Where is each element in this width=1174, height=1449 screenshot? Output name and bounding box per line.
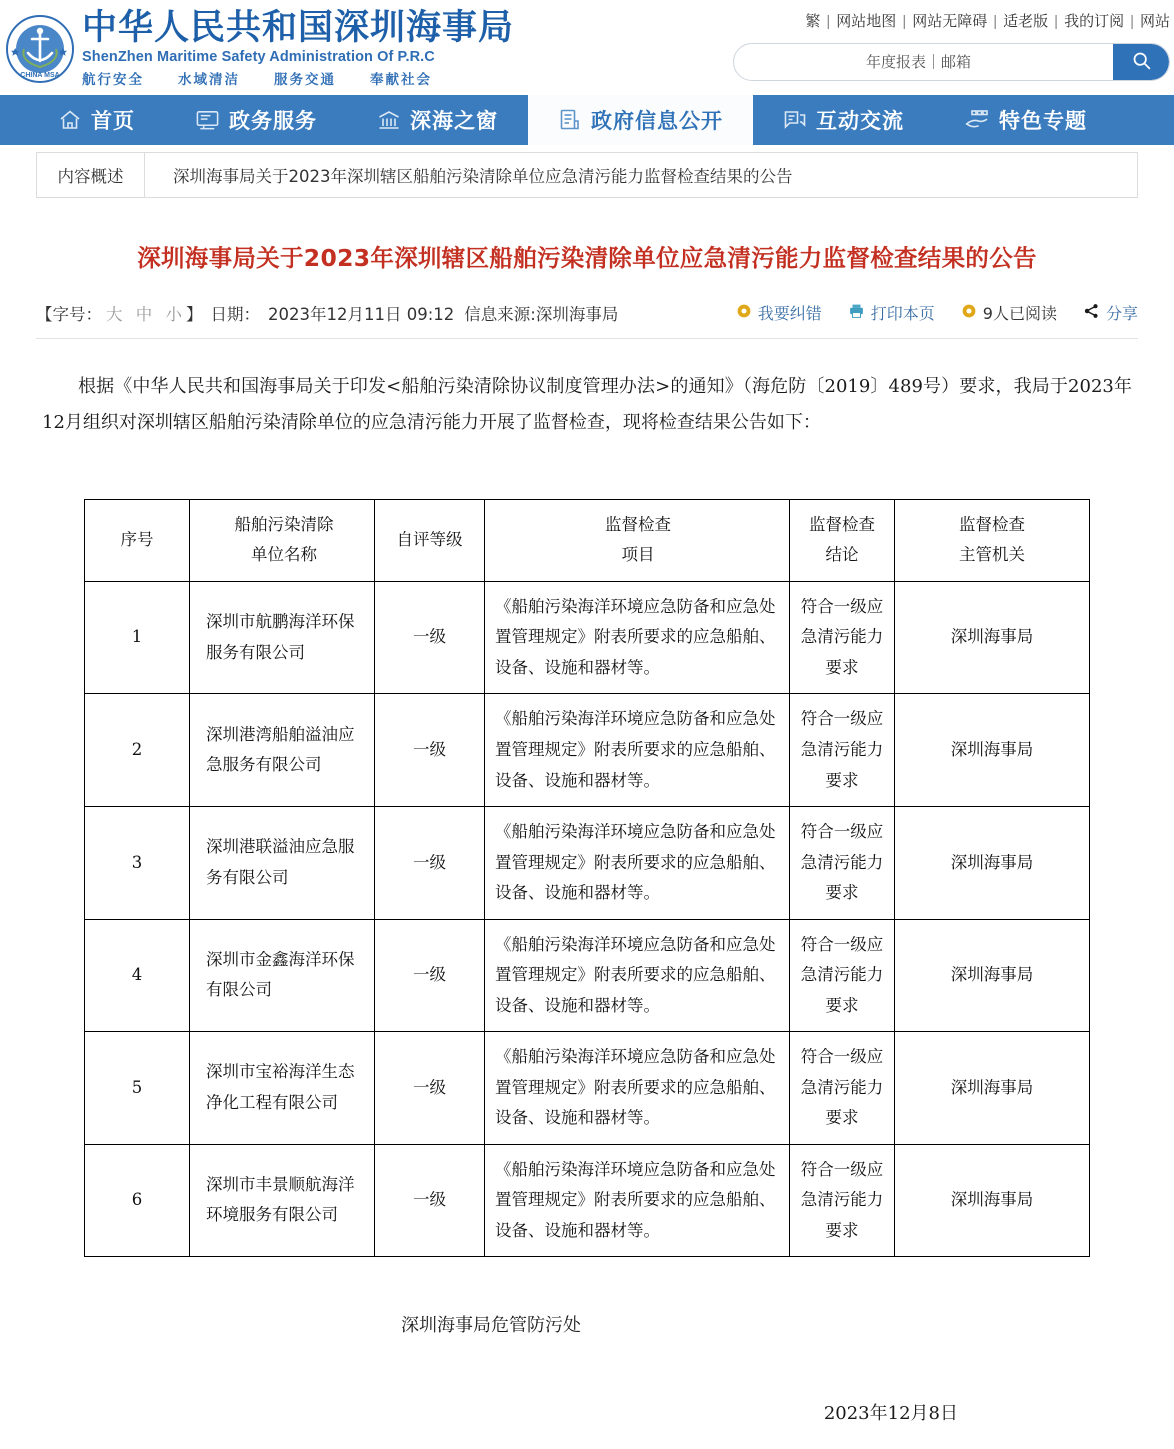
- cell-unit-name: 深圳市宝裕海洋生态净化工程有限公司: [190, 1032, 375, 1145]
- date-label: 日期：: [210, 304, 260, 324]
- fontsize-label: 【字号：: [36, 304, 102, 324]
- source-value: 深圳海事局: [535, 304, 619, 324]
- table-row: [85, 807, 1090, 920]
- monitor-icon: [195, 108, 220, 132]
- header-utilities: [733, 14, 1170, 81]
- cell-authority: 深圳海事局: [895, 581, 1090, 694]
- util-separator: |: [1130, 13, 1134, 30]
- search-input[interactable]: [734, 44, 1113, 80]
- table-row: [85, 694, 1090, 807]
- report-error-button[interactable]: [736, 301, 822, 324]
- table-row: [85, 919, 1090, 1032]
- slogan-3: 奉献社会: [370, 71, 432, 87]
- svg-text:CHINA MSA: CHINA MSA: [20, 71, 60, 79]
- cell-authority: 深圳海事局: [895, 919, 1090, 1032]
- nav-item-home[interactable]: [28, 95, 165, 145]
- cell-unit-name: 深圳市丰景顺航海洋环境服务有限公司: [190, 1144, 375, 1257]
- search-bar[interactable]: [733, 43, 1170, 81]
- cell-authority: 深圳海事局: [895, 694, 1090, 807]
- cell-seq: 6: [85, 1144, 190, 1257]
- china-msa-logo-icon: [4, 13, 76, 85]
- meta-divider: [36, 338, 1138, 339]
- site-brand[interactable]: [0, 0, 514, 88]
- share-button[interactable]: [1083, 301, 1138, 324]
- nav-item-interaction[interactable]: [753, 95, 934, 145]
- page-content: [0, 152, 1174, 1449]
- cell-inspection-item: 《船舶污染海洋环境应急防备和应急处置管理规定》附表所要求的应急船舶、设备、设施和器材等。: [485, 807, 790, 920]
- util-link-elderly[interactable]: 适老版: [1003, 13, 1049, 30]
- cell-conclusion: 符合一级应急清污能力要求: [790, 807, 895, 920]
- fontsize-large-button[interactable]: 大: [106, 304, 123, 324]
- nav-label-interaction: 互动交流: [816, 110, 904, 133]
- print-page-label: 打印本页: [870, 304, 935, 324]
- inspection-results-table-wrapper: [36, 499, 1138, 1257]
- cell-grade: 一级: [375, 807, 485, 920]
- share-icon: [1083, 303, 1100, 323]
- cell-authority: 深圳海事局: [895, 1032, 1090, 1145]
- cell-seq: 4: [85, 919, 190, 1032]
- cell-seq: 3: [85, 807, 190, 920]
- header-conclusion-line1: 监督检查: [809, 514, 875, 534]
- cell-inspection-item: 《船舶污染海洋环境应急防备和应急处置管理规定》附表所要求的应急船舶、设备、设施和器材等。: [485, 919, 790, 1032]
- chat-icon: [783, 108, 807, 132]
- nav-label-home: 首页: [91, 110, 135, 133]
- nav-label-special-topics: 特色专题: [999, 110, 1087, 133]
- cell-unit-name: 深圳市金鑫海洋环保有限公司: [190, 919, 375, 1032]
- table-head: [85, 499, 1090, 581]
- slogan-2: 服务交通: [274, 71, 336, 87]
- print-page-button[interactable]: [848, 301, 935, 324]
- header-seq: 序号: [85, 499, 190, 581]
- cell-conclusion: 符合一级应急清污能力要求: [790, 1032, 895, 1145]
- nav-item-government-services[interactable]: [165, 95, 347, 145]
- util-link-website[interactable]: 网站: [1139, 13, 1170, 30]
- util-link-accessibility[interactable]: 网站无障碍: [912, 13, 988, 30]
- nav-item-government-info-disclosure[interactable]: [528, 95, 753, 145]
- table-row: [85, 1144, 1090, 1257]
- eye-icon: [961, 303, 977, 323]
- report-error-label: 我要纠错: [757, 304, 822, 324]
- cell-inspection-item: 《船舶污染海洋环境应急防备和应急处置管理规定》附表所要求的应急船舶、设备、设施和器材等。: [485, 1032, 790, 1145]
- cell-authority: 深圳海事局: [895, 807, 1090, 920]
- nav-label-government-services: 政务服务: [229, 110, 317, 133]
- header-inspection-item: [485, 499, 790, 581]
- page-title: 深圳海事局关于2023年深圳辖区船舶污染清除单位应急清污能力监督检查结果的公告: [137, 244, 1037, 272]
- table-row: [85, 1032, 1090, 1145]
- cell-seq: 2: [85, 694, 190, 807]
- bank-icon: [377, 108, 401, 132]
- nav-item-special-topics[interactable]: [934, 95, 1117, 145]
- header-authority-line2: 主管机关: [959, 545, 1025, 565]
- cell-grade: 一级: [375, 1032, 485, 1145]
- util-separator: |: [993, 13, 998, 30]
- document-icon: [558, 108, 582, 132]
- header-authority-line1: 监督检查: [959, 514, 1025, 534]
- header-inspection-item-line1: 监督检查: [605, 514, 671, 534]
- printer-icon: [848, 303, 865, 323]
- home-icon: [58, 108, 82, 132]
- header-unit-name-line1: 船舶污染清除: [234, 514, 334, 534]
- article-meta-left: [36, 301, 618, 325]
- cell-grade: 一级: [375, 581, 485, 694]
- cell-inspection-item: 《船舶污染海洋环境应急防备和应急处置管理规定》附表所要求的应急船舶、设备、设施和器材等。: [485, 694, 790, 807]
- header-conclusion-line2: 结论: [825, 545, 859, 565]
- slogan-1: 水域清洁: [178, 71, 240, 87]
- util-separator: |: [826, 13, 831, 30]
- util-link-traditional[interactable]: 繁: [805, 13, 821, 30]
- signature-block: [36, 1311, 1138, 1449]
- cell-seq: 5: [85, 1032, 190, 1145]
- header-unit-name: [190, 499, 375, 581]
- article-meta-actions: [736, 301, 1138, 324]
- eye-icon: [736, 303, 752, 323]
- signature-date: 2023年12月8日: [823, 1403, 958, 1425]
- nav-label-government-info-disclosure: 政府信息公开: [591, 110, 723, 133]
- util-link-sitemap[interactable]: 网站地图: [836, 13, 897, 30]
- cell-inspection-item: 《船舶污染海洋环境应急防备和应急处置管理规定》附表所要求的应急船舶、设备、设施和器材等。: [485, 581, 790, 694]
- search-icon: [1131, 50, 1152, 74]
- summary-label: 内容概述: [37, 153, 145, 198]
- cell-unit-name: 深圳港联溢油应急服务有限公司: [190, 807, 375, 920]
- header-self-grade: 自评等级: [375, 499, 485, 581]
- fontsize-small-button[interactable]: 小: [165, 304, 182, 324]
- util-separator: |: [902, 13, 907, 30]
- nav-item-deep-sea-window[interactable]: [347, 95, 528, 145]
- article-meta-bar: [36, 301, 1138, 338]
- cell-grade: 一级: [375, 694, 485, 807]
- nav-label-deep-sea-window: 深海之窗: [410, 110, 498, 133]
- header-conclusion: [790, 499, 895, 581]
- util-separator: |: [1054, 13, 1059, 30]
- org-name-cn: 中华人民共和国深圳海事局: [82, 8, 515, 48]
- fontsize-options: [102, 301, 186, 325]
- cell-grade: 一级: [375, 1144, 485, 1257]
- cell-inspection-item: 《船舶污染海洋环境应急防备和应急处置管理规定》附表所要求的应急船舶、设备、设施和器材等。: [485, 1144, 790, 1257]
- summary-row: [37, 153, 1138, 198]
- summary-value: 深圳海事局关于2023年深圳辖区船舶污染清除单位应急清污能力监督检查结果的公告: [145, 153, 1138, 198]
- main-navigation: [0, 95, 1174, 145]
- fontsize-close-bracket: 】: [186, 304, 203, 324]
- cell-conclusion: 符合一级应急清污能力要求: [790, 919, 895, 1032]
- cell-authority: 深圳海事局: [895, 1144, 1090, 1257]
- utility-link-list: [733, 14, 1170, 29]
- read-count: [961, 301, 1057, 324]
- header-inspection-item-line2: 项目: [621, 545, 655, 565]
- cell-conclusion: 符合一级应急清污能力要求: [790, 581, 895, 694]
- cell-seq: 1: [85, 581, 190, 694]
- header-authority: [895, 499, 1090, 581]
- inspection-results-table: [84, 499, 1090, 1257]
- table-row: [85, 581, 1090, 694]
- signature-department: 深圳海事局危管防污处: [401, 1315, 581, 1337]
- cell-unit-name: 深圳市航鹏海洋环保服务有限公司: [190, 581, 375, 694]
- fontsize-medium-button[interactable]: 中: [135, 304, 153, 324]
- search-button[interactable]: [1113, 43, 1169, 81]
- read-count-label: 9人已阅读: [982, 304, 1057, 324]
- cell-grade: 一级: [375, 919, 485, 1032]
- org-name-en: ShenZhen Maritime Safety Administration Of P.R.C: [82, 48, 435, 65]
- site-header: [0, 0, 1174, 95]
- date-value: 2023年12月11日 09:12: [268, 304, 455, 324]
- share-label: 分享: [1105, 304, 1138, 324]
- cell-conclusion: 符合一级应急清污能力要求: [790, 1144, 895, 1257]
- hand-icon: [964, 108, 990, 132]
- table-body: [85, 581, 1090, 1256]
- brand-slogans: [82, 68, 514, 88]
- util-link-subscription[interactable]: 我的订阅: [1064, 13, 1125, 30]
- content-summary-table: [36, 152, 1138, 198]
- cell-unit-name: 深圳港湾船舶溢油应急服务有限公司: [190, 694, 375, 807]
- article-paragraph: 根据《中华人民共和国海事局关于印发<船舶污染清除协议制度管理办法>的通知》（海危防〔2019〕489号）要求，我局于2023年12月组织对深圳辖区船舶污染清除单位的应急清污能力开展了监督检查，现将检查结果公告如下：: [42, 375, 1132, 433]
- source-label: 信息来源:: [464, 304, 536, 324]
- cell-conclusion: 符合一级应急清污能力要求: [790, 694, 895, 807]
- slogan-0: 航行安全: [82, 71, 144, 87]
- table-header-row: [85, 499, 1090, 581]
- header-unit-name-line2: 单位名称: [251, 545, 317, 565]
